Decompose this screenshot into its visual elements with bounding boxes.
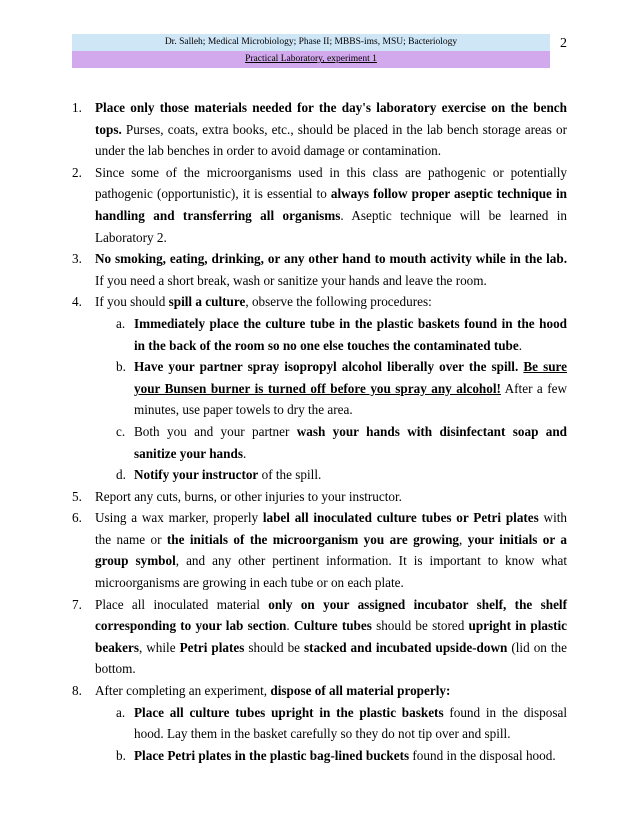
sub-list-item <box>72 745 567 767</box>
list-item <box>72 680 567 702</box>
text-run: After a few minutes, use paper towels to dry the area. <box>134 380 567 418</box>
sub-list-letter: a. <box>116 315 126 331</box>
text-run: should be <box>244 639 305 655</box>
text-run: , and any other pertinent information. It is important to know what microorganisms are growing in each tube or on each plate. <box>95 553 567 591</box>
header-experiment-title: Practical Laboratory, experiment 1 <box>245 54 377 64</box>
text-run: Using a wax marker, properly <box>95 510 263 526</box>
underlined-warning: Be sure your Bunsen burner is turned off before you spray any alcohol! <box>134 359 567 396</box>
bold-emphasis: wash your hands with disinfectant soap and sanitize your hands <box>134 423 568 461</box>
rules-list <box>72 97 567 766</box>
text-run: (lid on the bottom. <box>95 639 567 677</box>
sub-list-letter: d. <box>116 467 126 483</box>
text-run: . <box>286 618 294 634</box>
text-run: Place all inoculated material <box>95 596 269 612</box>
bold-emphasis: Place only those materials needed for the day's laboratory exercise on the bench tops. <box>95 100 567 137</box>
list-item <box>72 291 567 313</box>
bold-emphasis: dispose of all material properly: <box>270 683 451 699</box>
sub-list-item <box>72 464 567 486</box>
sub-list-letter: c. <box>116 423 126 439</box>
text-run: should be stored <box>371 618 469 634</box>
sub-list-item <box>72 313 567 356</box>
bold-emphasis: Have your partner spray isopropyl alcohol liberally over the spill. <box>134 359 519 375</box>
list-number: 7. <box>72 596 82 612</box>
text-run: , while <box>138 639 180 655</box>
bold-emphasis: spill a culture <box>168 294 246 310</box>
list-number: 2. <box>72 164 82 180</box>
bold-emphasis: Petri plates <box>179 639 245 655</box>
text-run: Both you and your partner <box>134 423 297 439</box>
text-run: found in the disposal hood. Lay them in the basket carefully so they do not tip over and spill. <box>134 704 567 742</box>
list-number: 8. <box>72 683 82 699</box>
text-run: of the spill. <box>258 467 322 483</box>
list-number: 3. <box>72 251 82 267</box>
list-number: 5. <box>72 488 82 504</box>
list-number: 4. <box>72 294 82 310</box>
header-course-line: Dr. Salleh; Medical Microbiology; Phase II; MBBS-ims, MSU; Bacteriology <box>72 34 550 51</box>
list-item <box>72 248 567 291</box>
text-run: If you need a short break, wash or sanitize your hands and leave the room. <box>95 272 487 288</box>
sub-list-item <box>72 702 567 745</box>
bold-emphasis: label all inoculated culture tubes or Petri plates <box>262 510 539 526</box>
text-run: . <box>242 445 247 461</box>
bold-emphasis: upright in plastic beakers <box>95 618 568 655</box>
text-run: found in the disposal hood. <box>409 747 556 763</box>
bold-emphasis: Immediately place the culture tube in the plastic baskets found in the hood in the back of the room so no one else touches the contaminated tube <box>134 315 567 353</box>
bold-emphasis: always follow proper aseptic technique in handling and transferring all organisms <box>95 186 568 223</box>
list-number: 1. <box>72 100 82 115</box>
list-item <box>72 594 567 680</box>
bold-emphasis: your initials or a group symbol <box>95 531 568 569</box>
list-item <box>72 162 567 248</box>
sub-list-letter: b. <box>116 359 126 375</box>
text-run: . <box>518 337 523 353</box>
sub-list-item <box>72 356 567 421</box>
text-run: Report any cuts, burns, or other injuries to your instructor. <box>95 488 402 504</box>
bold-emphasis: Culture tubes <box>293 618 372 634</box>
sub-list-letter: b. <box>116 747 126 763</box>
text-run: Purses, coats, extra books, etc., should be placed in the lab bench storage areas or under the lab benches in order to avoid damage or contamination. <box>95 121 567 159</box>
bold-emphasis: the initials of the microorganism you are growing <box>166 531 460 547</box>
bold-emphasis: stacked and incubated upside-down <box>304 639 508 655</box>
sub-list-item <box>72 421 567 464</box>
bold-emphasis: Place all culture tubes upright in the plastic baskets <box>134 704 444 720</box>
page-number: 2 <box>560 36 567 51</box>
header-experiment-line <box>72 51 550 68</box>
list-item <box>72 486 567 508</box>
list-number: 6. <box>72 510 82 526</box>
bold-emphasis: only on your assigned incubator shelf, the shelf corresponding to your lab section <box>95 596 567 634</box>
text-run: , observe the following procedures: <box>245 294 432 310</box>
list-item <box>72 97 567 162</box>
text-run: with the name or <box>95 510 567 547</box>
sub-list-letter: a. <box>116 704 126 720</box>
text-run: Since some of the microorganisms used in this class are pathogenic or potentially pathogenic (opportunistic), it is essential to <box>95 164 567 202</box>
text-run: , <box>459 531 468 547</box>
bold-emphasis: Place Petri plates in the plastic bag-lined buckets <box>134 747 410 763</box>
text-run: After completing an experiment, <box>95 683 271 699</box>
text-run: . Aseptic technique will be learned in Laboratory 2. <box>95 207 567 245</box>
list-item <box>72 507 567 593</box>
bold-emphasis: No smoking, eating, drinking, or any other hand to mouth activity while in the lab. <box>95 251 567 267</box>
bold-emphasis: Notify your instructor <box>134 467 259 483</box>
text-run: If you should <box>95 294 169 310</box>
